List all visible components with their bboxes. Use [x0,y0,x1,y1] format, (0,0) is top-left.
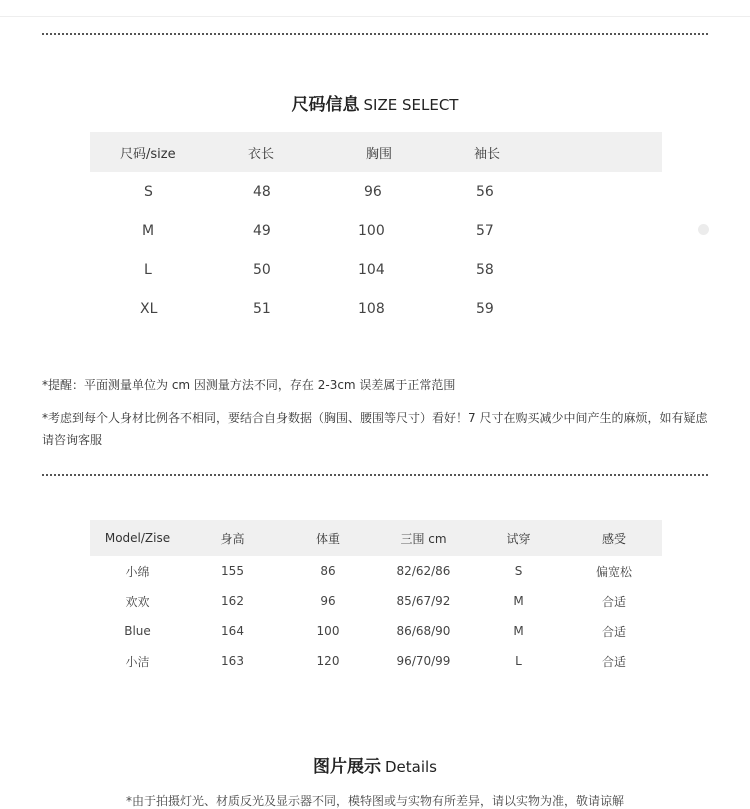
table-row [90,211,662,250]
dotted-divider-1 [42,33,708,35]
size-title-cn: 尺码信息 [291,95,360,115]
length-cell: 50 [253,261,271,278]
header-model: Model/Zise [90,520,185,556]
header-sleeve: 袖长 [454,132,662,172]
feeling-cell: 合适 [601,624,626,639]
bust-cell: 104 [358,261,385,278]
size-cell: L [144,261,152,278]
length-cell: 48 [253,183,271,200]
table-row [90,289,662,328]
table-row [90,556,662,586]
header-weight: 体重 [280,520,376,556]
details-title-en: Details [384,758,437,776]
dotted-divider-2 [42,474,708,476]
scroll-indicator[interactable] [698,224,709,235]
sleeve-cell: 59 [476,300,494,317]
model-name: 小绵 [125,564,150,579]
model-table-header [90,520,662,556]
tried-size-cell: S [514,564,523,578]
sleeve-cell: 56 [476,183,494,200]
size-table-header [90,132,662,172]
height-cell: 162 [221,594,244,608]
size-cell: XL [140,300,158,317]
photo-disclaimer: *由于拍摄灯光、材质反光及显示器不同，模特图或与实物有所差异，请以实物为准，敬请谅解 [125,794,624,808]
tried-size-cell: M [513,594,524,608]
weight-cell: 86 [320,564,336,578]
bust-cell: 96 [364,183,382,200]
header-measurements: 三围 cm [376,520,471,556]
weight-cell: 96 [320,594,336,608]
model-table [90,520,662,676]
size-cell: S [144,183,153,200]
feeling-cell: 偏宽松 [595,564,632,579]
weight-cell: 100 [316,624,340,638]
model-name: Blue [124,624,151,638]
measurements-cell: 96/70/99 [396,654,451,668]
details-title-cn: 图片展示 [312,757,381,777]
table-row [90,616,662,646]
size-cell: M [142,222,155,239]
length-cell: 51 [253,300,271,317]
table-row [90,172,662,211]
height-cell: 164 [221,624,244,638]
size-section-title [0,90,750,115]
bust-cell: 100 [358,222,385,239]
header-bust: 胸围 [336,132,454,172]
table-row [90,586,662,616]
length-cell: 49 [253,222,271,239]
table-row [90,250,662,289]
table-row [90,646,662,676]
model-name: 欢欢 [125,594,150,609]
height-cell: 163 [221,654,244,668]
header-feeling: 感受 [566,520,662,556]
header-height: 身高 [185,520,280,556]
measurements-cell: 85/67/92 [396,594,451,608]
header-tried-size: 试穿 [471,520,566,556]
size-title-en: SIZE SELECT [363,96,459,114]
measurements-cell: 82/62/86 [396,564,451,578]
model-name: 小洁 [125,654,150,669]
header-length: 衣长 [230,132,336,172]
size-table [90,132,662,328]
feeling-cell: 合适 [601,594,626,609]
measurement-note: *提醒：平面测量单位为 cm 因测量方法不同，存在 2-3cm 误差属于正常范围 [42,378,456,392]
fit-advice-note: *考虑到每个人身材比例各不相同，要结合自身数据（胸围、腰围等尺寸）看好！7 尺寸在购买减少中间产生的麻烦，如有疑虑请咨询客服 [42,411,708,447]
measurements-cell: 86/68/90 [396,624,451,638]
sleeve-cell: 58 [476,261,494,278]
feeling-cell: 合适 [601,654,626,669]
tried-size-cell: M [513,624,524,638]
tried-size-cell: L [515,654,522,668]
bust-cell: 108 [358,300,385,317]
header-size: 尺码/size [90,132,230,172]
height-cell: 155 [221,564,244,578]
weight-cell: 120 [316,654,340,668]
details-section-title [0,752,750,777]
sleeve-cell: 57 [476,222,494,239]
top-divider [0,16,750,17]
